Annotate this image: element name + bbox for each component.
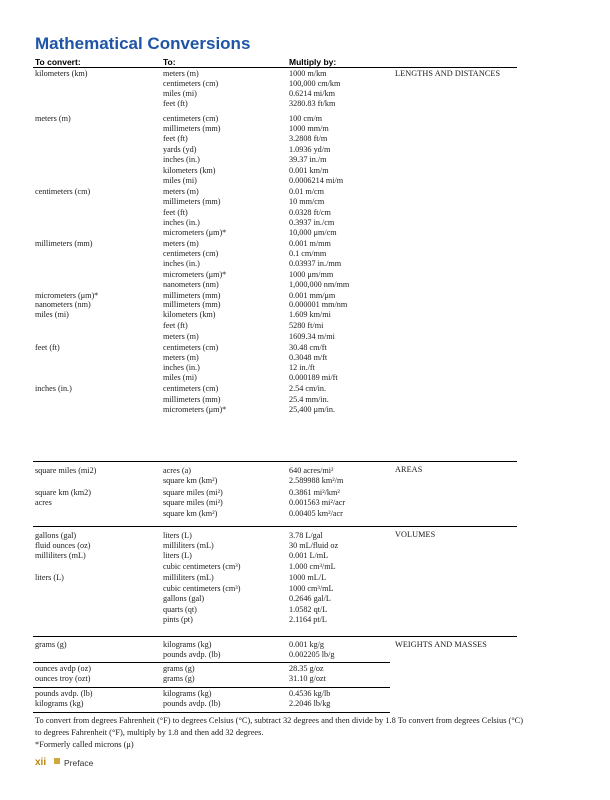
row-convert-to: feet (ft) [163,134,188,143]
row-multiplier: 100 cm/m [289,114,322,123]
row-multiplier: 1000 mL/L [289,573,327,582]
row-convert-to: kilometers (km) [163,166,216,175]
row-convert-from: meters (m) [35,114,71,123]
row-convert-to: square miles (mi²) [163,488,223,497]
row-convert-to: inches (in.) [163,259,200,268]
row-multiplier: 3.2808 ft/m [289,134,328,143]
row-convert-to: miles (mi) [163,176,197,185]
category-volumes: VOLUMES [395,530,436,539]
page-title: Mathematical Conversions [35,34,251,53]
row-convert-to: millimeters (mm) [163,300,221,309]
row-convert-to: gallons (gal) [163,594,205,603]
row-multiplier: 0.3937 in./cm [289,218,335,227]
row-convert-to: nanometers (nm) [163,280,219,289]
section-divider [33,461,517,462]
row-multiplier: 1000 m/km [289,69,327,78]
row-multiplier: 0.002205 lb/g [289,650,335,659]
row-multiplier: 0.0006214 mi/m [289,176,344,185]
row-convert-to: milliliters (mL) [163,541,214,550]
row-convert-to: cubic centimeters (cm³) [163,584,241,593]
row-convert-from: miles (mi) [35,310,69,319]
row-convert-to: feet (ft) [163,99,188,108]
row-multiplier: 12 in./ft [289,363,315,372]
row-multiplier: 1000 cm³/mL [289,584,334,593]
row-convert-to: pounds avdp. (lb) [163,699,221,708]
row-convert-from: acres [35,498,52,507]
row-convert-to: centimeters (cm) [163,384,219,393]
row-multiplier: 30 mL/fluid oz [289,541,339,550]
row-multiplier: 2.589988 km²/m [289,476,344,485]
row-convert-to: miles (mi) [163,89,197,98]
row-convert-to: inches (in.) [163,363,200,372]
row-convert-to: yards (yd) [163,145,197,154]
row-convert-to: grams (g) [163,674,195,683]
row-convert-to: centimeters (cm) [163,114,219,123]
row-convert-to: milliliters (mL) [163,573,214,582]
row-convert-to: feet (ft) [163,321,188,330]
row-convert-to: liters (L) [163,551,192,560]
row-convert-to: feet (ft) [163,208,188,217]
section-divider [33,526,517,527]
row-multiplier: 1.0582 qt/L [289,605,328,614]
category-areas: AREAS [395,465,423,474]
row-convert-to: micrometers (μm)* [163,228,227,237]
row-multiplier: 1609.34 m/mi [289,332,335,341]
row-multiplier: 1000 mm/m [289,124,329,133]
row-convert-to: meters (m) [163,69,199,78]
row-multiplier: 0.6214 mi/km [289,89,335,98]
header-to: To: [163,57,176,67]
row-convert-to: millimeters (mm) [163,197,221,206]
row-convert-to: micrometers (μm)* [163,405,227,414]
row-multiplier: 2.1164 pt/L [289,615,327,624]
row-convert-from: square km (km2) [35,488,91,497]
row-convert-from: centimeters (cm) [35,187,91,196]
row-convert-to: centimeters (cm) [163,249,219,258]
row-multiplier: 31.10 g/ozt [289,674,326,683]
row-multiplier: 25,400 μm/in. [289,405,336,414]
row-convert-to: pints (pt) [163,615,193,624]
row-convert-to: millimeters (mm) [163,291,221,300]
row-multiplier: 3.78 L/gal [289,531,323,540]
row-multiplier: 0.000189 mi/ft [289,373,338,382]
category-lengths: LENGTHS AND DISTANCES [395,69,501,78]
row-multiplier: 640 acres/mi² [289,466,334,475]
row-convert-from: ounces avdp (oz) [35,664,91,673]
page-number: xii [35,757,47,768]
row-convert-from: milliliters (mL) [35,551,86,560]
subsection-divider [33,662,390,663]
row-convert-to: meters (m) [163,239,199,248]
row-multiplier: 0.001563 mi²/acr [289,498,346,507]
row-convert-to: inches (in.) [163,155,200,164]
footnote-temperature: To convert from degrees Fahrenheit (°F) to degrees Celsius (°C), subtract 32 degrees and then divide by 1.8 To convert from degrees Celsius (°C) to degrees Fahrenheit (°F), multiply by 1.8 and then add 32 degrees. [35,716,524,737]
row-convert-to: meters (m) [163,187,199,196]
subsection-divider [33,687,390,688]
row-multiplier: 0.001 km/m [289,166,329,175]
row-multiplier: 30.48 cm/ft [289,343,327,352]
row-convert-from: fluid ounces (oz) [35,541,91,550]
row-convert-to: meters (m) [163,332,199,341]
row-convert-to: meters (m) [163,353,199,362]
header-to-convert: To convert: [35,57,81,67]
footnote-microns: *Formerly called microns (μ) [35,740,134,749]
section-label: Preface [64,758,94,768]
row-multiplier: 25.4 mm/in. [289,395,329,404]
row-convert-from: micrometers (μm)* [35,291,99,300]
row-convert-from: inches (in.) [35,384,72,393]
row-multiplier: 0.001 mm/μm [289,291,336,300]
row-convert-from: pounds avdp. (lb) [35,689,93,698]
row-convert-to: cubic centimeters (cm³) [163,562,241,571]
header-multiply-by: Multiply by: [289,57,337,67]
row-convert-to: centimeters (cm) [163,79,219,88]
row-convert-from: millimeters (mm) [35,239,93,248]
category-weights: WEIGHTS AND MASSES [395,640,487,649]
row-multiplier: 0.03937 in./mm [289,259,342,268]
row-convert-from: gallons (gal) [35,531,77,540]
row-multiplier: 1.0936 yd/m [289,145,331,154]
row-multiplier: 0.4536 kg/lb [289,689,331,698]
row-convert-to: quarts (qt) [163,605,197,614]
row-multiplier: 1000 μm/mm [289,270,334,279]
row-convert-from: square miles (mi2) [35,466,97,475]
row-convert-from: kilometers (km) [35,69,88,78]
row-multiplier: 0.0328 ft/cm [289,208,331,217]
bullet-square-icon [54,758,60,764]
row-convert-to: square miles (mi²) [163,498,223,507]
row-multiplier: 2.54 cm/in. [289,384,327,393]
row-convert-to: centimeters (cm) [163,343,219,352]
row-multiplier: 0.000001 mm/nm [289,300,348,309]
header-divider [33,67,517,68]
row-convert-to: liters (L) [163,531,192,540]
row-convert-from: grams (g) [35,640,67,649]
row-convert-to: kilometers (km) [163,310,216,319]
row-convert-to: kilograms (kg) [163,689,212,698]
row-multiplier: 0.3861 mi²/km² [289,488,340,497]
table-bottom-rule [33,712,390,713]
row-multiplier: 0.01 m/cm [289,187,325,196]
row-multiplier: 0.2646 gal/L [289,594,331,603]
row-convert-to: micrometers (μm)* [163,270,227,279]
row-multiplier: 5280 ft/mi [289,321,324,330]
section-divider [33,636,517,637]
row-convert-to: pounds avdp. (lb) [163,650,221,659]
row-convert-to: square km (km²) [163,476,218,485]
row-multiplier: 1,000,000 nm/mm [289,280,350,289]
row-convert-to: miles (mi) [163,373,197,382]
row-multiplier: 1.000 cm³/mL [289,562,336,571]
row-convert-to: grams (g) [163,664,195,673]
row-multiplier: 0.001 m/mm [289,239,331,248]
row-multiplier: 2.2046 lb/kg [289,699,331,708]
row-convert-from: liters (L) [35,573,64,582]
row-convert-from: nanometers (nm) [35,300,91,309]
row-convert-to: kilograms (kg) [163,640,212,649]
row-convert-from: ounces troy (ozt) [35,674,91,683]
row-convert-to: millimeters (mm) [163,124,221,133]
row-convert-to: square km (km²) [163,509,218,518]
row-multiplier: 0.001 L/mL [289,551,329,560]
row-multiplier: 0.3048 m/ft [289,353,328,362]
row-multiplier: 28.35 g/oz [289,664,324,673]
row-multiplier: 1.609 km/mi [289,310,331,319]
row-multiplier: 0.001 kg/g [289,640,325,649]
row-convert-to: millimeters (mm) [163,395,221,404]
row-convert-to: inches (in.) [163,218,200,227]
row-multiplier: 0.1 cm/mm [289,249,327,258]
row-convert-to: acres (a) [163,466,191,475]
row-multiplier: 39.37 in./m [289,155,327,164]
row-multiplier: 10 mm/cm [289,197,325,206]
row-multiplier: 100,000 cm/km [289,79,341,88]
row-multiplier: 10,000 μm/cm [289,228,337,237]
row-convert-from: kilograms (kg) [35,699,84,708]
row-convert-from: feet (ft) [35,343,60,352]
row-multiplier: 0.00405 km²/acr [289,509,343,518]
row-multiplier: 3280.83 ft/km [289,99,336,108]
